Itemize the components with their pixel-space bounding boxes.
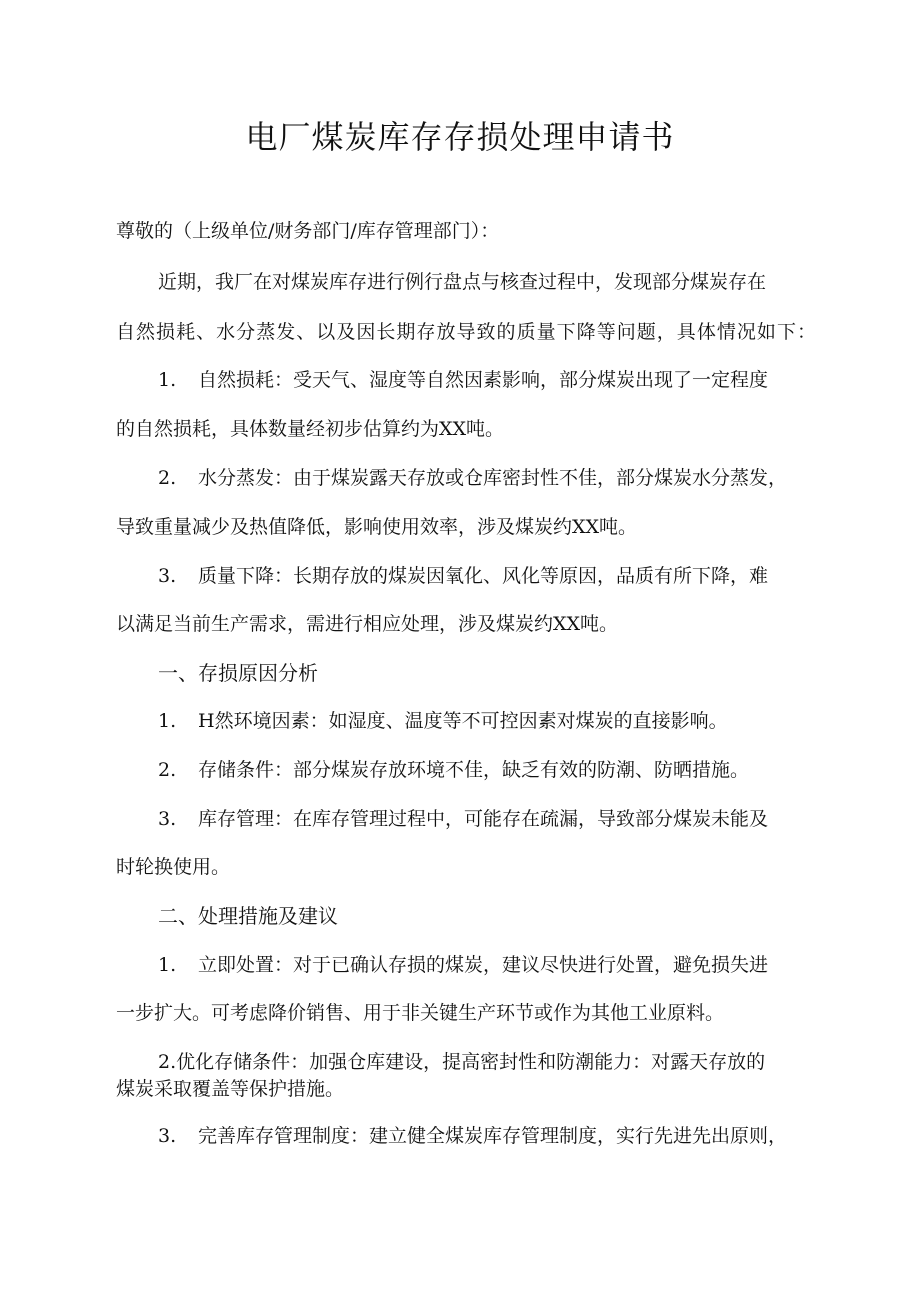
measure-item-2 [158,1048,858,1076]
intro-line-2: 自然损耗、水分蒸发、以及因长期存放导致的质量下降等问题，具体情况如下： [116,321,816,343]
item-text: 水分蒸发：由于煤炭露天存放或仓库密封性不佳，部分煤炭水分蒸发， [198,467,788,489]
item-number: 2. [158,467,177,489]
item-text: 立即处置：对于已确认存损的煤炭，建议尽快进行处置，避免损失进 [198,954,769,976]
item-number: 2. [158,759,177,781]
cause-item-2 [158,756,858,784]
situation-item-2 [158,464,858,492]
measure-item-1-cont: 一步扩大。可考虑降价销售、用于非关键生产环节或作为其他工业原料。 [116,1002,725,1024]
situation-item-3 [158,562,858,590]
situation-item-1 [158,366,858,394]
measure-item-3 [158,1122,858,1150]
item-number: 3. [158,1125,177,1147]
cause-item-1 [158,707,858,735]
cause-item-3 [158,805,858,833]
salutation: 尊敬的（上级单位/财务部门/库存管理部门）： [116,220,500,242]
cause-item-3-cont: 时轮换使用。 [116,856,231,878]
measure-item-2-cont: 煤炭采取覆盖等保护措施。 [116,1078,345,1100]
item-number: 1. [158,954,177,976]
situation-item-2-cont: 导致重量减少及热值降低，影响使用效率，涉及煤炭约XX吨。 [116,516,638,538]
item-text: 库存管理：在库存管理过程中，可能存在疏漏，导致部分煤炭未能及 [198,808,769,830]
document-title: 电厂煤炭库存存损处理申请书 [245,118,675,156]
item-text: H然环境因素：如湿度、温度等不可控因素对煤炭的直接影响。 [198,710,728,732]
item-text: 自然损耗：受天气、湿度等自然因素影响，部分煤炭出现了一定程度 [198,369,769,391]
item-number: 3. [158,565,177,587]
item-text: 存储条件：部分煤炭存放环境不佳，缺乏有效的防潮、防晒措施。 [198,759,750,781]
item-number: 1. [158,369,177,391]
item-text: 完善库存管理制度：建立健全煤炭库存管理制度，实行先进先出原则， [198,1125,788,1147]
item-number: 1. [158,710,177,732]
measure-item-1 [158,951,858,979]
section-heading-measures: 二、处理措施及建议 [158,904,338,928]
section-heading-cause-analysis: 一、存损原因分析 [158,661,318,685]
intro-line-1: 近期，我厂在对煤炭库存进行例行盘点与核查过程中，发现部分煤炭存在 [158,271,767,293]
item-number: 3. [158,808,177,830]
situation-item-3-cont: 以满足当前生产需求，需进行相应处理，涉及煤炭约XX吨。 [116,613,619,635]
item-number: 2. [158,1051,177,1073]
item-text: 优化存储条件：加强仓库建设，提高密封性和防潮能力：对露天存放的 [176,1051,766,1073]
item-text: 质量下降：长期存放的煤炭因氧化、风化等原因，品质有所下降，难 [198,565,769,587]
situation-item-1-cont: 的自然损耗，具体数量经初步估算约为XX吨。 [116,418,505,440]
